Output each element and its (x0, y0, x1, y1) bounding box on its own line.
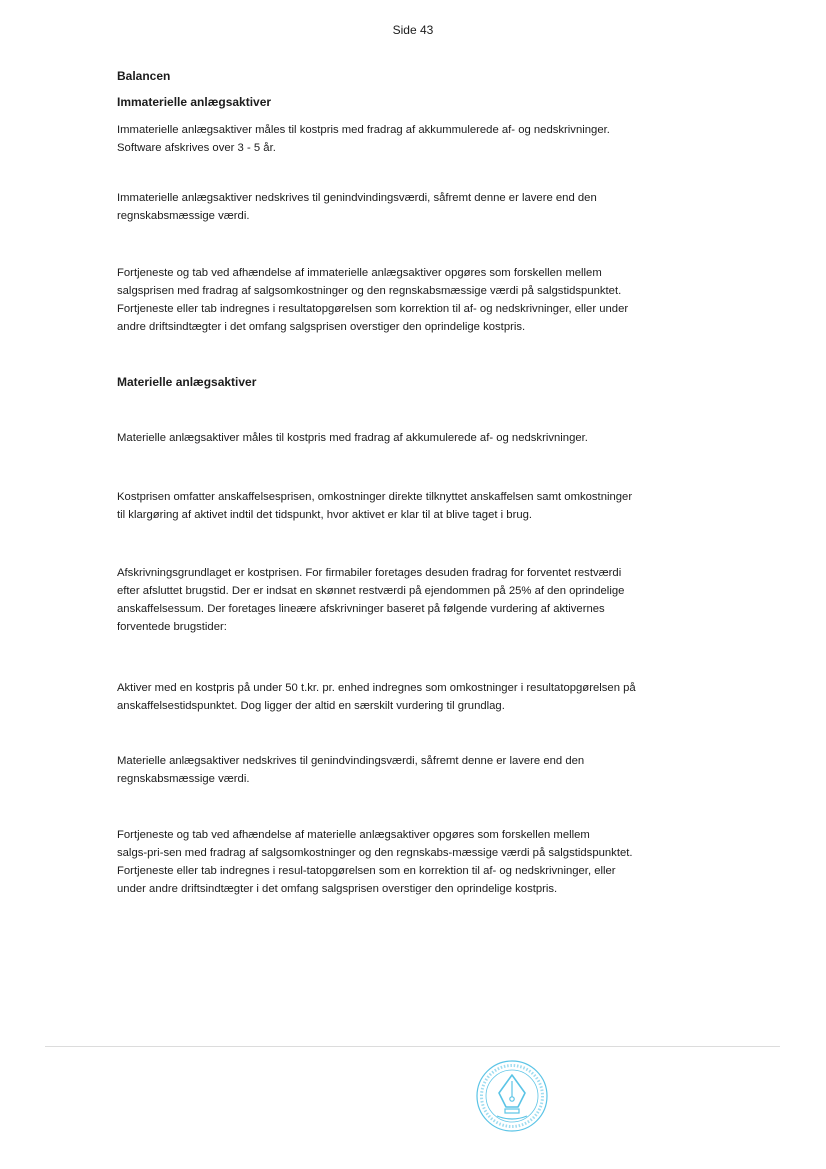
page-number: Side 43 (392, 23, 434, 37)
paragraph-tangible-impairment (117, 752, 727, 788)
text-line: Kostprisen omfatter anskaffelsesprisen, omkostninger direkte tilknyttet anskaffelsen samt omkostninger (117, 491, 633, 503)
footer-divider (45, 1046, 780, 1047)
text-line: salgsprisen med fradrag af salgsomkostninger og den regnskabsmæssige værdi på salgstidspunktet. (117, 285, 622, 297)
paragraph-low-value-assets (117, 679, 727, 715)
text-line: under andre driftsindtægter i det omfang salgsprisen overstiger den oprindelige kostpris. (117, 883, 558, 895)
text-line: Fortjeneste eller tab indregnes i resultatopgørelsen som korrektion til af- og nedskrivninger, eller under (117, 303, 629, 315)
paragraph-tangible-disposal (117, 826, 727, 898)
text-line: Immaterielle anlægsaktiver nedskrives til genindvindingsværdi, såfremt denne er lavere end den (117, 192, 597, 204)
paragraph-intangible-disposal (117, 264, 727, 336)
text-line: efter afsluttet brugstid. Der er indsat en skønnet restværdi på ejendommen på 25% af den oprindelige (117, 585, 625, 597)
text-line: salgs-pri-sen med fradrag af salgsomkostninger og den regnskabs-mæssige værdi på salgstidspunktet. (117, 847, 633, 859)
text-line: Materielle anlægsaktiver nedskrives til genindvindingsværdi, såfremt denne er lavere end den (117, 755, 585, 767)
text-line: Fortjeneste eller tab indregnes i resul-tatopgørelsen som en korrektion til af- og nedskrivninger, eller (117, 865, 616, 877)
paragraph-intangible-measurement (117, 121, 727, 157)
text-line: Materielle anlægsaktiver måles til kostpris med fradrag af akkumulerede af- og nedskrivninger. (117, 432, 588, 444)
heading-tangible-assets: Materielle anlægsaktiver (117, 375, 257, 389)
fountain-pen-nib-seal-icon (475, 1059, 549, 1133)
text-line: Aktiver med en kostpris på under 50 t.kr. pr. enhed indregnes som omkostninger i resultatopgørelsen på (117, 682, 636, 694)
paragraph-tangible-measurement (117, 429, 727, 447)
text-line: Software afskrives over 3 - 5 år. (117, 142, 276, 154)
text-line: forventede brugstider: (117, 621, 227, 633)
text-line: Fortjeneste og tab ved afhændelse af materielle anlægsaktiver opgøres som forskellen mellem (117, 829, 590, 841)
paragraph-depreciation-basis (117, 564, 727, 636)
text-line: Fortjeneste og tab ved afhændelse af immaterielle anlægsaktiver opgøres som forskellen mellem (117, 267, 602, 279)
paragraph-intangible-impairment (117, 189, 727, 225)
text-line: anskaffelsessum. Der foretages lineære afskrivninger baseret på følgende vurdering af aktivernes (117, 603, 605, 615)
text-line: til klargøring af aktivet indtil det tidspunkt, hvor aktivet er klar til at blive taget i brug. (117, 509, 533, 521)
text-line: regnskabsmæssige værdi. (117, 773, 250, 785)
heading-intangible-assets: Immaterielle anlægsaktiver (117, 95, 272, 109)
text-line: Afskrivningsgrundlaget er kostprisen. For firmabiler foretages desuden fradrag for forventet restværdi (117, 567, 622, 579)
text-line: andre driftsindtægter i det omfang salgsprisen overstiger den oprindelige kostpris. (117, 321, 526, 333)
text-line: regnskabsmæssige værdi. (117, 210, 250, 222)
paragraph-tangible-cost (117, 488, 727, 524)
text-line: Immaterielle anlægsaktiver måles til kostpris med fradrag af akkummulerede af- og nedskrivninger. (117, 124, 610, 136)
heading-balance: Balancen (117, 69, 171, 83)
text-line: anskaffelsestidspunktet. Dog ligger der altid en særskilt vurdering til grundlag. (117, 700, 505, 712)
